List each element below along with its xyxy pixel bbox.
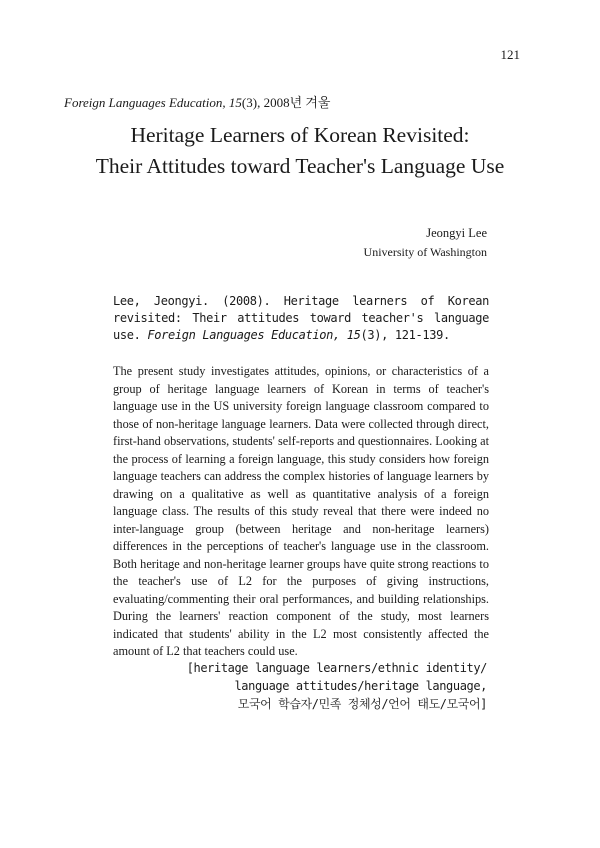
author-name: Jeongyi Lee	[426, 226, 487, 240]
citation	[113, 293, 489, 344]
keywords	[187, 659, 487, 713]
journal-name-volume: Foreign Languages Education, 15	[64, 95, 242, 110]
page-number: 121	[500, 47, 520, 62]
author-block	[364, 224, 487, 262]
title-line-1: Heritage Learners of Korean Revisited:	[130, 123, 470, 147]
citation-journal: Foreign Languages Education, 15	[147, 328, 361, 342]
citation-lead: Lee, Jeongyi. (2008). Heritage learners of Korean revisited: Their attitudes toward teacher's language use.	[113, 294, 489, 342]
journal-header	[64, 92, 331, 111]
keywords-line-1: [heritage language learners/ethnic identity/	[186, 661, 487, 675]
title-line-2: Their Attitudes toward Teacher's Language Use	[95, 154, 505, 178]
citation-tail: (3), 121-139.	[360, 328, 450, 342]
paper-title	[0, 120, 600, 182]
abstract: The present study investigates attitudes, opinions, or characteristics of a group of heritage language learners of Korean in terms of teacher's language use in the US university foreign language classroom compared to those of non-heritage language learners. Data were collected through direct, first-hand observations, students' self-reports and questionnaires. Looking at the process of learning a foreign language, this study considers how foreign language teachers can address the complex histories of language learners by drawing on a qualitative as well as quantitative analysis of a foreign language class. The results of this study reveal that there were indeed no inter-language group (between heritage and non-heritage learners) differences in the perceptions of teacher's language use in the classroom. Both heritage and non-heritage learner groups have quite strong reactions to the teacher's use of L2 for the purposes of giving instructions, evaluating/commenting their oral performances, and building relationships. During the learners' reaction component of the study, most learners indicated that students' ability in the L2 most consistently affected the amount of L2 that teachers could use.	[113, 364, 489, 658]
journal-issue: (3), 2008년 겨울	[241, 95, 331, 110]
author-affiliation: University of Washington	[363, 245, 487, 259]
keywords-line-3: 모국어 학습자/민족 정체성/언어 태도/모국어]	[237, 697, 487, 711]
keywords-line-2: language attitudes/heritage language,	[234, 679, 487, 693]
